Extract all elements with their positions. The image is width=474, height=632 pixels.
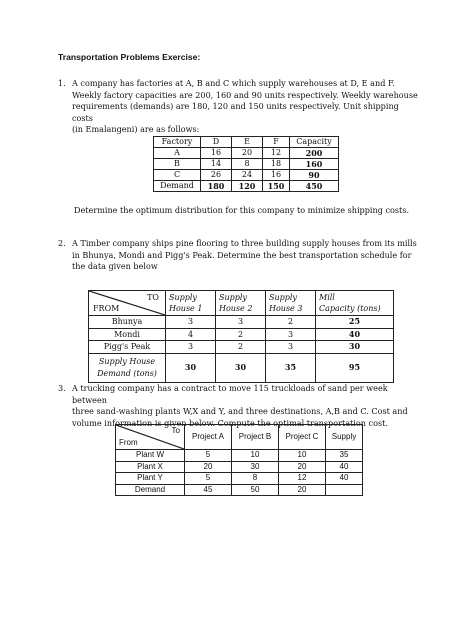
table-row: [154, 148, 339, 159]
table-demand-row: [89, 353, 394, 382]
question-1-line: (in Emalangeni) are as follows:: [72, 124, 200, 135]
table-cell: 8: [232, 159, 263, 170]
header-cell: Project A: [185, 425, 232, 450]
table-cell: 3: [166, 341, 216, 354]
question-1-instruction: Determine the optimum distribution for this company to minimize shipping costs.: [74, 205, 410, 215]
table-cell: 3: [216, 316, 266, 329]
header-cell: D: [201, 137, 232, 148]
header-line: Supply: [269, 292, 297, 302]
question-3-line: three sand-washing plants W,X and Y, and three destinations, A,B and C. Cost and: [72, 406, 408, 417]
table-cell: 20: [279, 461, 326, 473]
table-row: [116, 461, 363, 473]
demand-label-line: Demand (tons): [97, 368, 157, 378]
table-header-row: [89, 291, 394, 316]
table-cell: 90: [290, 170, 339, 181]
table-header-row: [154, 137, 339, 148]
from-label: From: [119, 437, 138, 447]
header-line: Mill: [319, 292, 335, 302]
factory-cost-table: [153, 136, 339, 192]
header-cell: [166, 291, 216, 316]
header-line: Supply: [169, 292, 197, 302]
table-cell: 160: [290, 159, 339, 170]
question-3-line: A trucking company has a contract to move 115 truckloads of sand per week between: [72, 383, 388, 405]
question-1-line: A company has factories at A, B and C which supply warehouses at D, E and F.: [72, 78, 395, 88]
table-cell: Demand: [116, 484, 185, 496]
table-row: [154, 159, 339, 170]
table-cell: 5: [185, 450, 232, 462]
table-cell: 20: [185, 461, 232, 473]
table-cell: [326, 484, 363, 496]
trucking-cost-table: [115, 424, 363, 496]
table-cell: Demand: [154, 181, 201, 192]
question-2-line: A Timber company ships pine flooring to three building supply houses from its mills: [72, 238, 417, 248]
table-row: [89, 316, 394, 329]
to-label: TO: [147, 293, 159, 302]
table-cell: 12: [279, 473, 326, 485]
table-cell: C: [154, 170, 201, 181]
header-cell: Factory: [154, 137, 201, 148]
header-line: House 1: [169, 304, 203, 313]
table-cell: 50: [232, 484, 279, 496]
question-2: [58, 238, 418, 273]
demand-label-cell: [89, 353, 166, 382]
table-cell: 30: [232, 461, 279, 473]
question-1-line: Weekly factory capacities are 200, 160 and 90 units respectively. Weekly warehouse: [72, 89, 418, 100]
table-cell: 4: [166, 328, 216, 341]
table-cell: 5: [185, 473, 232, 485]
table-cell: 18: [263, 159, 290, 170]
question-2-number: 2.: [58, 238, 66, 248]
table-cell: 45: [185, 484, 232, 496]
to-label: To: [171, 426, 180, 435]
table-cell: 95: [316, 353, 394, 382]
table-cell: 120: [232, 181, 263, 192]
header-line: Supply: [219, 292, 247, 302]
header-cell: Capacity: [290, 137, 339, 148]
table-row: [154, 170, 339, 181]
table-cell: 16: [201, 148, 232, 159]
question-3-line: volume information is given below. Compute the optimal transportation cost.: [72, 417, 388, 428]
table-cell: 150: [263, 181, 290, 192]
table-cell: 40: [326, 461, 363, 473]
table-cell: 30: [216, 353, 266, 382]
table-cell: 2: [266, 316, 316, 329]
table-cell: A: [154, 148, 201, 159]
header-cell: Project B: [232, 425, 279, 450]
table-row: [89, 341, 394, 354]
document-title: Transportation Problems Exercise:: [58, 52, 201, 62]
header-cell: [216, 291, 266, 316]
table-cell: 20: [279, 484, 326, 496]
table-cell: 40: [326, 473, 363, 485]
table-cell: 2: [216, 328, 266, 341]
table-cell: 3: [266, 328, 316, 341]
header-cell: Project C: [279, 425, 326, 450]
table-cell: 10: [232, 450, 279, 462]
question-1-line: requirements (demands) are 180, 120 and 150 units respectively. Unit shipping costs: [72, 101, 399, 123]
table-cell: Plant W: [116, 450, 185, 462]
table-row: [89, 328, 394, 341]
header-cell: F: [263, 137, 290, 148]
header-cell: [316, 291, 394, 316]
table-cell: Mondi: [89, 328, 166, 341]
header-cell: [266, 291, 316, 316]
header-line: House 2: [219, 304, 253, 313]
question-3-number: 3.: [58, 383, 66, 393]
table-cell: 30: [166, 353, 216, 382]
header-cell: Supply: [326, 425, 363, 450]
table-cell: 14: [201, 159, 232, 170]
table-cell: 8: [232, 473, 279, 485]
question-3: [58, 383, 418, 429]
to-from-header-cell: [89, 291, 166, 316]
table-cell: 200: [290, 148, 339, 159]
table-cell: Bhunya: [89, 316, 166, 329]
to-from-header-cell: [116, 425, 185, 450]
question-2-line: the data given below: [72, 261, 158, 272]
table-cell: Plant Y: [116, 473, 185, 485]
table-cell: 16: [263, 170, 290, 181]
header-cell: E: [232, 137, 263, 148]
question-1-number: 1.: [58, 78, 66, 88]
table-cell: B: [154, 159, 201, 170]
table-cell: 20: [232, 148, 263, 159]
from-label: FROM: [93, 303, 120, 313]
table-cell: 40: [316, 328, 394, 341]
table-cell: 450: [290, 181, 339, 192]
table-cell: 3: [266, 341, 316, 354]
table-cell: 25: [316, 316, 394, 329]
table-row: [116, 450, 363, 462]
table-cell: 26: [201, 170, 232, 181]
table-cell: 35: [266, 353, 316, 382]
table-demand-row: [116, 484, 363, 496]
table-cell: 2: [216, 341, 266, 354]
table-cell: 10: [279, 450, 326, 462]
header-line: Capacity (tons): [319, 304, 381, 313]
table-demand-row: [154, 181, 339, 192]
table-cell: 30: [316, 341, 394, 354]
table-cell: 24: [232, 170, 263, 181]
table-cell: 180: [201, 181, 232, 192]
table-row: [116, 473, 363, 485]
header-line: House 3: [269, 304, 303, 313]
timber-supply-table: [88, 290, 394, 383]
table-cell: Pigg's Peak: [89, 341, 166, 354]
demand-label-line: Supply House: [98, 357, 156, 366]
table-cell: Plant X: [116, 461, 185, 473]
question-1: [58, 78, 418, 136]
table-cell: 12: [263, 148, 290, 159]
table-header-row: [116, 425, 363, 450]
table-cell: 35: [326, 450, 363, 462]
question-2-line: in Bhunya, Mondi and Pigg's Peak. Determine the best transportation schedule for: [72, 249, 412, 260]
table-cell: 3: [166, 316, 216, 329]
